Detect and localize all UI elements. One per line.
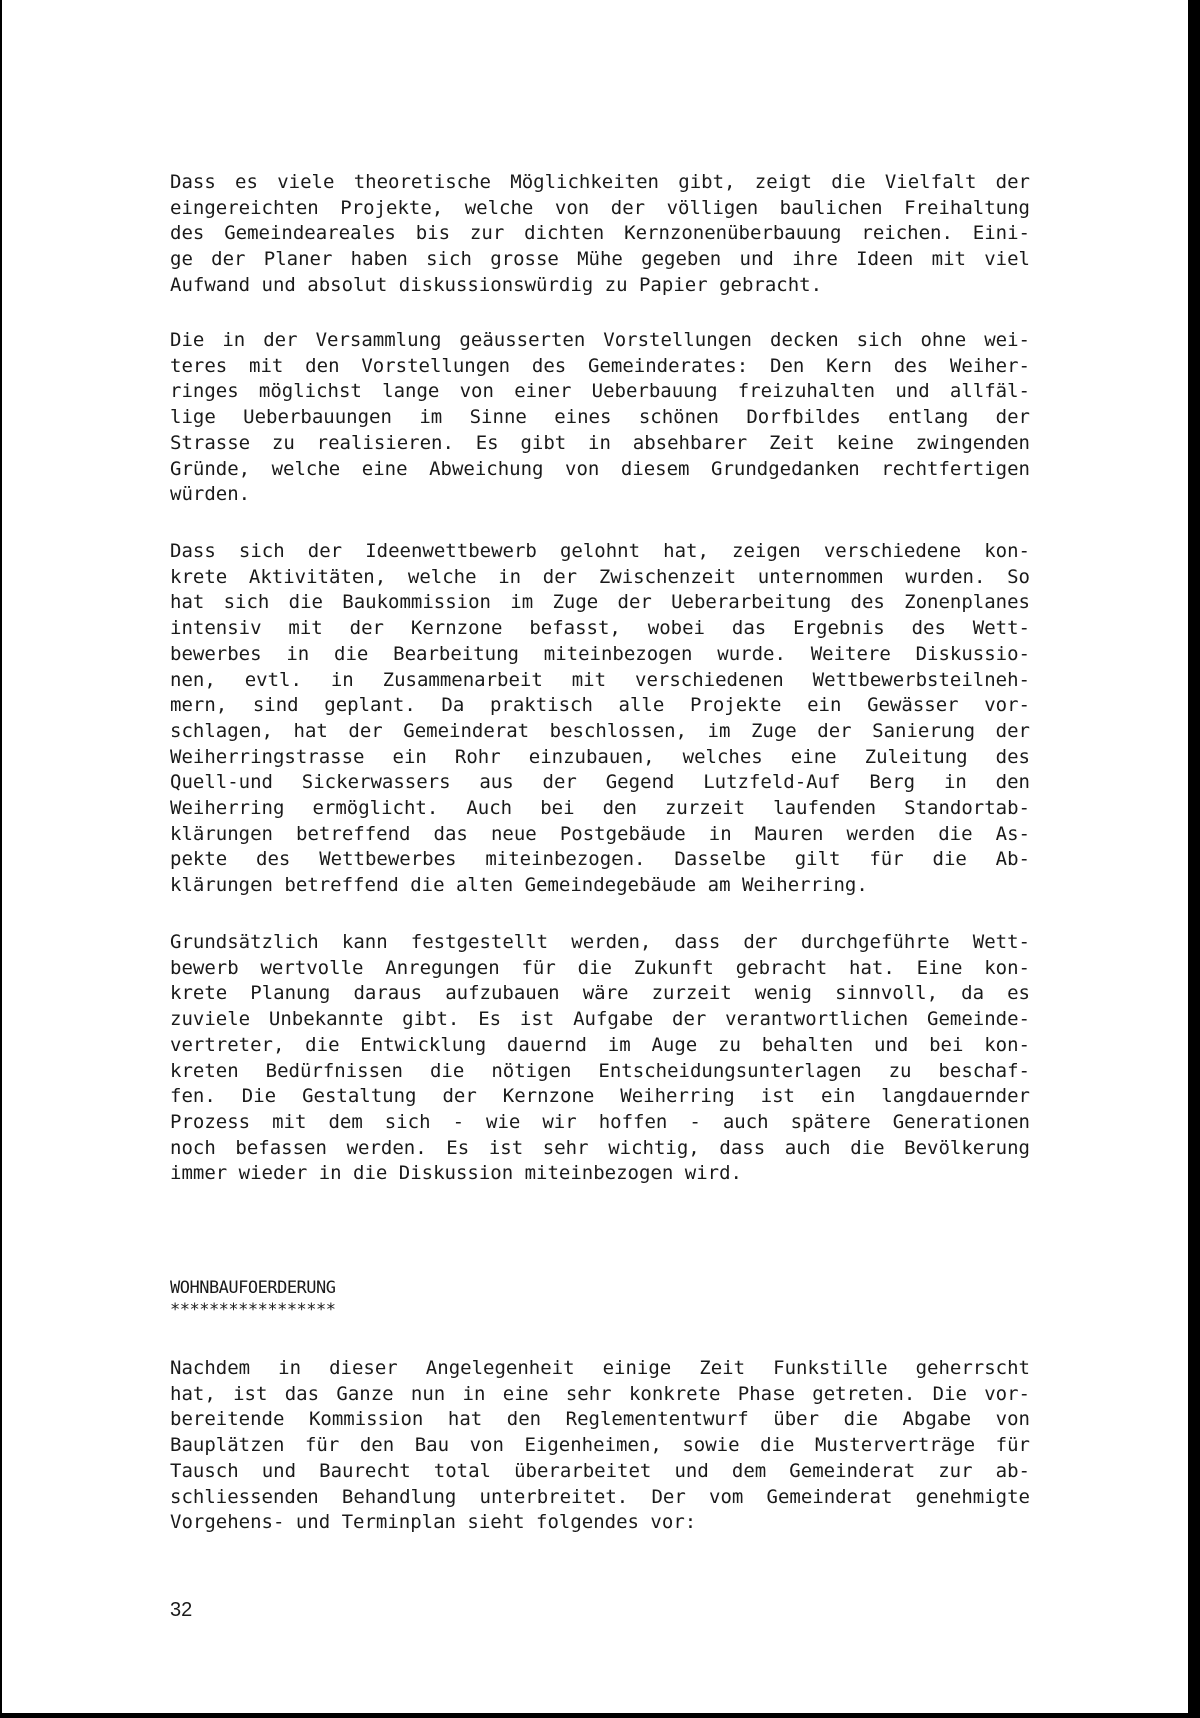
text-line: bewerb wertvolle Anregungen für die Zukunft gebracht hat. Eine kon- xyxy=(170,956,1030,979)
text-line: nen, evtl. in Zusammenarbeit mit verschiedenen Wettbewerbsteilneh- xyxy=(170,668,1030,691)
text-line: hat sich die Baukommission im Zuge der Ueberarbeitung des Zonenplanes xyxy=(170,591,1030,614)
text-line: zuviele Unbekannte gibt. Es ist Aufgabe der verantwortlichen Gemeinde- xyxy=(170,1008,1030,1031)
text-line: vertreter, die Entwicklung dauernd im Auge zu behalten und bei kon- xyxy=(170,1033,1030,1056)
text-line: bewerbes in die Bearbeitung miteinbezogen wurde. Weitere Diskussio- xyxy=(170,642,1030,665)
text-line: Weiherring ermöglicht. Auch bei den zurzeit laufenden Standortab- xyxy=(170,797,1030,820)
text-line: Tausch und Baurecht total überarbeitet und dem Gemeinderat zur ab- xyxy=(170,1459,1030,1482)
text-line: fen. Die Gestaltung der Kernzone Weiherring ist ein langdauernder xyxy=(170,1085,1030,1108)
text-line: schliessenden Behandlung unterbreitet. Der vom Gemeinderat genehmigte xyxy=(170,1485,1030,1508)
text-line: krete Planung daraus aufzubauen wäre zurzeit wenig sinnvoll, da es xyxy=(170,982,1030,1005)
text-line: hat, ist das Ganze nun in eine sehr konkrete Phase getreten. Die vor- xyxy=(170,1382,1030,1405)
text-line: Prozess mit dem sich - wie wir hoffen - auch spätere Generationen xyxy=(170,1110,1030,1133)
section-underline: ***************** xyxy=(170,1300,336,1320)
text-line: Gründe, welche eine Abweichung von diesem Grundgedanken rechtfertigen xyxy=(170,457,1030,480)
text-line: teres mit den Vorstellungen des Gemeinderates: Den Kern des Weiher- xyxy=(170,354,1030,377)
paragraph-3 xyxy=(170,539,1030,899)
text-line: Die in der Versammlung geäusserten Vorstellungen decken sich ohne wei- xyxy=(170,329,1030,351)
text-line: pekte des Wettbewerbes miteinbezogen. Dasselbe gilt für die Ab- xyxy=(170,848,1030,871)
text-line: klärungen betreffend das neue Postgebäude in Mauren werden die As- xyxy=(170,822,1030,845)
text-line: Dass es viele theoretische Möglichkeiten gibt, zeigt die Vielfalt der xyxy=(170,171,1030,193)
text-line: des Gemeindeareales bis zur dichten Kernzonenüberbauung reichen. Eini- xyxy=(170,222,1030,245)
paragraph-1 xyxy=(170,170,1030,299)
text-line: ge der Planer haben sich grosse Mühe gegeben und ihre Ideen mit viel xyxy=(170,248,1030,271)
text-line: immer wieder in die Diskussion miteinbezogen wird. xyxy=(170,1162,742,1185)
text-line: Weiherringstrasse ein Rohr einzubauen, welches eine Zuleitung des xyxy=(170,745,1030,768)
text-line: lige Ueberbauungen im Sinne eines schönen Dorfbildes entlang der xyxy=(170,406,1030,429)
text-line: mern, sind geplant. Da praktisch alle Projekte ein Gewässer vor- xyxy=(170,694,1030,717)
text-line: Aufwand und absolut diskussionswürdig zu Papier gebracht. xyxy=(170,273,823,296)
text-line: Bauplätzen für den Bau von Eigenheimen, sowie die Musterverträge für xyxy=(170,1434,1030,1457)
text-line: Grundsätzlich kann festgestellt werden, dass der durchgeführte Wett- xyxy=(170,931,1030,953)
paragraph-2 xyxy=(170,328,1030,508)
text-line: bereitende Kommission hat den Reglemententwurf über die Abgabe von xyxy=(170,1408,1030,1431)
text-line: klärungen betreffend die alten Gemeindegebäude am Weiherring. xyxy=(170,874,868,897)
document-page xyxy=(2,0,1188,1713)
text-line: würden. xyxy=(170,483,251,506)
section-heading xyxy=(170,1277,336,1321)
paragraph-4 xyxy=(170,930,1030,1187)
text-line: krete Aktivitäten, welche in der Zwischenzeit unternommen wurden. So xyxy=(170,565,1030,588)
text-line: ringes möglichst lange von einer Ueberbauung freizuhalten und allfäl- xyxy=(170,380,1030,403)
text-line: kreten Bedürfnissen die nötigen Entscheidungsunterlagen zu beschaf- xyxy=(170,1059,1030,1082)
text-line: intensiv mit der Kernzone befasst, wobei das Ergebnis des Wett- xyxy=(170,617,1030,640)
text-line: Nachdem in dieser Angelegenheit einige Zeit Funkstille geherrscht xyxy=(170,1357,1030,1379)
text-line: Dass sich der Ideenwettbewerb gelohnt hat, zeigen verschiedene kon- xyxy=(170,540,1030,562)
section-title: WOHNBAUFOERDERUNG xyxy=(170,1278,336,1298)
text-line: noch befassen werden. Es ist sehr wichtig, dass auch die Bevölkerung xyxy=(170,1136,1030,1159)
text-line: schlagen, hat der Gemeinderat beschlossen, im Zuge der Sanierung der xyxy=(170,719,1030,742)
page-number: 32 xyxy=(170,1599,193,1621)
paragraph-5 xyxy=(170,1356,1030,1536)
text-line: eingereichten Projekte, welche von der völligen baulichen Freihaltung xyxy=(170,196,1030,219)
text-line: Strasse zu realisieren. Es gibt in absehbarer Zeit keine zwingenden xyxy=(170,431,1030,454)
text-line: Quell-und Sickerwassers aus der Gegend Lutzfeld-Auf Berg in den xyxy=(170,771,1030,794)
text-line: Vorgehens- und Terminplan sieht folgendes vor: xyxy=(170,1511,697,1534)
